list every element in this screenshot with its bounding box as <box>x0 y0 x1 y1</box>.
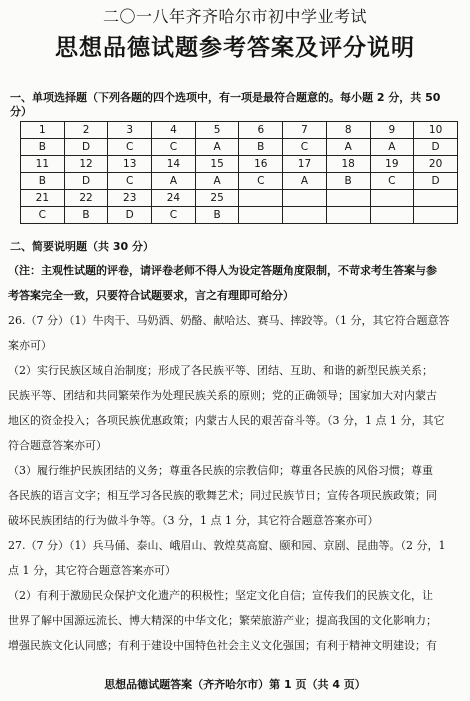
section2-heading: 二、简要说明题（共 30 分） <box>10 240 154 253</box>
answer-cell: A <box>283 173 327 190</box>
answer-cell: B <box>64 207 108 224</box>
question-number-cell: 22 <box>64 190 108 207</box>
answer-line: 世界了解中国源远流长、博大精深的中华文化；繁荣旅游产业；提高我国的文化影响力； <box>8 614 437 627</box>
answer-cell: C <box>21 207 65 224</box>
table-row <box>21 156 458 173</box>
table-row <box>21 207 458 224</box>
question-number-cell: 23 <box>108 190 152 207</box>
question-number-cell: 9 <box>370 122 414 139</box>
answer-cell: D <box>414 173 458 190</box>
answer-cell: D <box>64 173 108 190</box>
answer-line: （2）有利于激励民众保护文化遗产的积极性；坚定文化自信；宣传我们的民族文化，让 <box>8 589 433 602</box>
answer-cell: C <box>239 173 283 190</box>
answer-cell <box>414 207 458 224</box>
answer-cell: C <box>370 173 414 190</box>
answer-line: 26.（7 分）（1）牛肉干、马奶酒、奶酪、献哈达、赛马、摔跤等。（1 分，其它符合题意答 <box>8 314 450 327</box>
answer-cell: C <box>108 139 152 156</box>
answer-cell: A <box>152 173 196 190</box>
question-number-cell: 3 <box>108 122 152 139</box>
answer-cell <box>283 207 327 224</box>
answer-line: 27.（7 分）（1）兵马俑、泰山、峨眉山、敦煌莫高窟、颐和园、京剧、昆曲等。（2 分，1 <box>8 539 446 552</box>
section1-heading-cont: 分） <box>10 105 32 118</box>
question-number-cell: 17 <box>283 156 327 173</box>
answer-cell: B <box>195 207 239 224</box>
question-number-cell <box>370 190 414 207</box>
question-number-cell: 24 <box>152 190 196 207</box>
question-number-cell: 4 <box>152 122 196 139</box>
question-number-cell: 5 <box>195 122 239 139</box>
question-number-cell <box>283 190 327 207</box>
answer-cell <box>370 207 414 224</box>
question-number-cell: 13 <box>108 156 152 173</box>
answer-cell: D <box>108 207 152 224</box>
answer-line: （2）实行民族区域自治制度；形成了各民族平等、团结、互助、和谐的新型民族关系； <box>8 364 433 377</box>
answer-line: （3）履行维护民族团结的义务；尊重各民族的宗教信仰；尊重各民族的风俗习惯；尊重 <box>8 464 433 477</box>
answer-line: 案亦可） <box>8 339 52 352</box>
answer-cell: B <box>21 173 65 190</box>
answer-cell: C <box>152 207 196 224</box>
question-number-cell: 2 <box>64 122 108 139</box>
section1-heading: 一、单项选择题（下列各题的四个选项中，有一项是最符合题意的。每小题 2 分，共 50 <box>10 91 441 104</box>
question-number-cell: 8 <box>326 122 370 139</box>
answer-line: 各民族的语言文字；相互学习各民族的歌舞艺术；同过民族节日；宣传各项民族政策；同 <box>8 489 437 502</box>
answer-cell: B <box>326 173 370 190</box>
question-number-cell: 11 <box>21 156 65 173</box>
table-row <box>21 190 458 207</box>
answer-cell <box>239 207 283 224</box>
table-row <box>21 139 458 156</box>
answer-cell: C <box>108 173 152 190</box>
answer-cell: C <box>152 139 196 156</box>
answer-line: 点 1 分，其它符合题意答案亦可） <box>8 564 176 577</box>
question-number-cell: 19 <box>370 156 414 173</box>
question-number-cell: 25 <box>195 190 239 207</box>
answer-line: 民族平等、团结和共同繁荣作为处理民族关系的原则；党的正确领导；国家加大对内蒙古 <box>8 389 437 402</box>
table-row <box>21 173 458 190</box>
answer-cell: A <box>195 173 239 190</box>
answer-cell: B <box>21 139 65 156</box>
question-number-cell: 14 <box>152 156 196 173</box>
question-number-cell: 1 <box>21 122 65 139</box>
exam-subtitle: 二〇一八年齐齐哈尔市初中学业考试 <box>102 7 367 26</box>
answer-cell: A <box>370 139 414 156</box>
question-number-cell: 15 <box>195 156 239 173</box>
answer-cell: D <box>414 139 458 156</box>
question-number-cell <box>326 190 370 207</box>
question-number-cell: 12 <box>64 156 108 173</box>
page-footer: 思想品德试题答案（齐齐哈尔市）第 1 页（共 4 页） <box>104 678 366 691</box>
answer-line: 符合题意答案亦可） <box>8 439 107 452</box>
answer-line: 地区的资金投入；各项民族优惠政策；内蒙古人民的艰苦奋斗等。（3 分，1 点 1 分，其它 <box>8 414 445 427</box>
answer-line: 增强民族文化认同感；有利于建设中国特色社会主义文化强国；有利于精神文明建设；有 <box>8 639 437 652</box>
question-number-cell: 21 <box>21 190 65 207</box>
question-number-cell <box>414 190 458 207</box>
question-number-cell: 16 <box>239 156 283 173</box>
answer-line: （注：主观性试题的评卷，请评卷老师不得人为设定答题角度限制，不苛求考生答案与参 <box>8 264 437 277</box>
answer-cell: C <box>283 139 327 156</box>
answer-cell <box>326 207 370 224</box>
answer-table <box>20 121 458 224</box>
answer-cell: B <box>239 139 283 156</box>
question-number-cell <box>239 190 283 207</box>
question-number-cell: 20 <box>414 156 458 173</box>
question-number-cell: 6 <box>239 122 283 139</box>
page-title: 思想品德试题参考答案及评分说明 <box>55 35 415 61</box>
answer-cell: A <box>195 139 239 156</box>
answer-cell: A <box>326 139 370 156</box>
table-row <box>21 122 458 139</box>
answer-line: 考答案完全一致，只要符合试题要求，言之有理即可给分） <box>8 289 294 302</box>
answer-line: 破坏民族团结的行为做斗争等。（3 分，1 点 1 分，其它符合题意答案亦可） <box>8 514 379 527</box>
question-number-cell: 10 <box>414 122 458 139</box>
answer-cell: D <box>64 139 108 156</box>
question-number-cell: 7 <box>283 122 327 139</box>
question-number-cell: 18 <box>326 156 370 173</box>
